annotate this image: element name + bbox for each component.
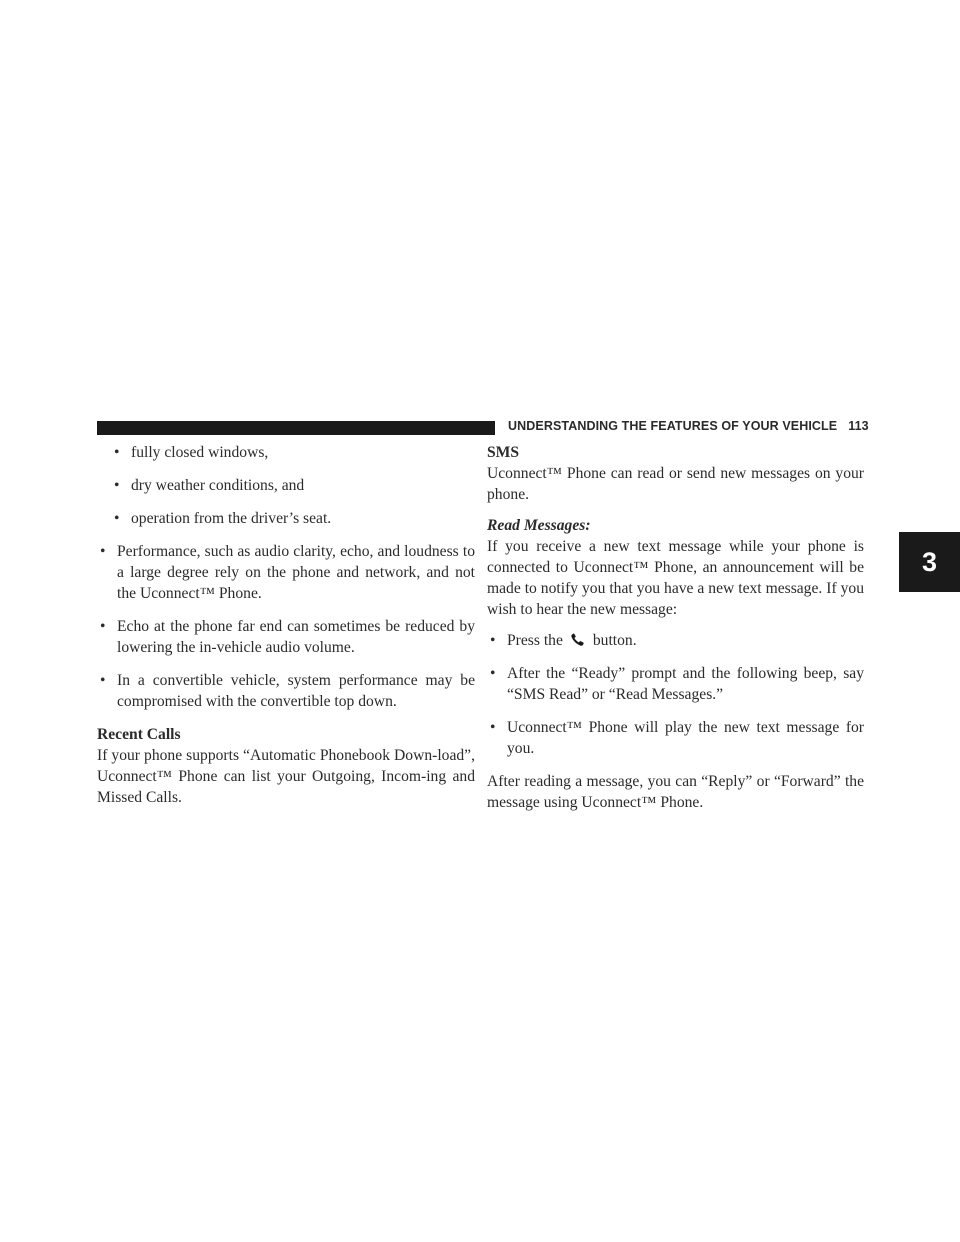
- bullet-item: • Performance, such as audio clarity, echo, and loudness to a large degree rely on the phone and network, and not the Uconnect™ Phone.: [100, 543, 475, 602]
- recent-calls-heading: Recent Calls: [97, 726, 181, 743]
- sms-paragraph: Uconnect™ Phone can read or send new messages on your phone.: [487, 465, 864, 503]
- closing-paragraph: After reading a message, you can “Reply” or “Forward” the message using Uconnect™ Phone.: [487, 773, 864, 811]
- sub-bullet: • fully closed windows,: [114, 444, 269, 461]
- sub-bullet: • dry weather conditions, and: [114, 477, 305, 494]
- bullet-item: • After the “Ready” prompt and the following beep, say “SMS Read” or “Read Messages.”: [490, 665, 864, 703]
- bullet-item: • Echo at the phone far end can sometimes be reduced by lowering the in-vehicle audio volume.: [100, 618, 475, 656]
- chapter-tab: 3: [899, 532, 960, 592]
- recent-calls-paragraph: If your phone supports “Automatic Phonebook Down-load”, Uconnect™ Phone can list your Outgoing, Incom-ing and Missed Calls.: [97, 747, 475, 806]
- header-bar: [97, 421, 495, 435]
- right-column: [487, 442, 864, 813]
- bullet-item: • In a convertible vehicle, system performance may be compromised with the convertible top down.: [100, 672, 475, 710]
- section-title: UNDERSTANDING THE FEATURES OF YOUR VEHICLE: [508, 419, 838, 433]
- bullet-item-press-phone: • Press the button.: [490, 632, 637, 649]
- phone-icon: [569, 633, 589, 647]
- page-number: 113: [848, 419, 869, 433]
- sub-bullet: • operation from the driver’s seat.: [114, 510, 332, 527]
- read-messages-heading: Read Messages:: [487, 517, 591, 534]
- left-column: [97, 442, 475, 808]
- read-messages-paragraph: If you receive a new text message while your phone is connected to Uconnect™ Phone, an announcement will be made to notify you that you have a new text message. If you wish to hear the new message:: [487, 538, 864, 618]
- bullet-item: • Uconnect™ Phone will play the new text message for you.: [490, 719, 864, 757]
- sms-heading: SMS: [487, 444, 520, 461]
- running-header: [508, 419, 869, 433]
